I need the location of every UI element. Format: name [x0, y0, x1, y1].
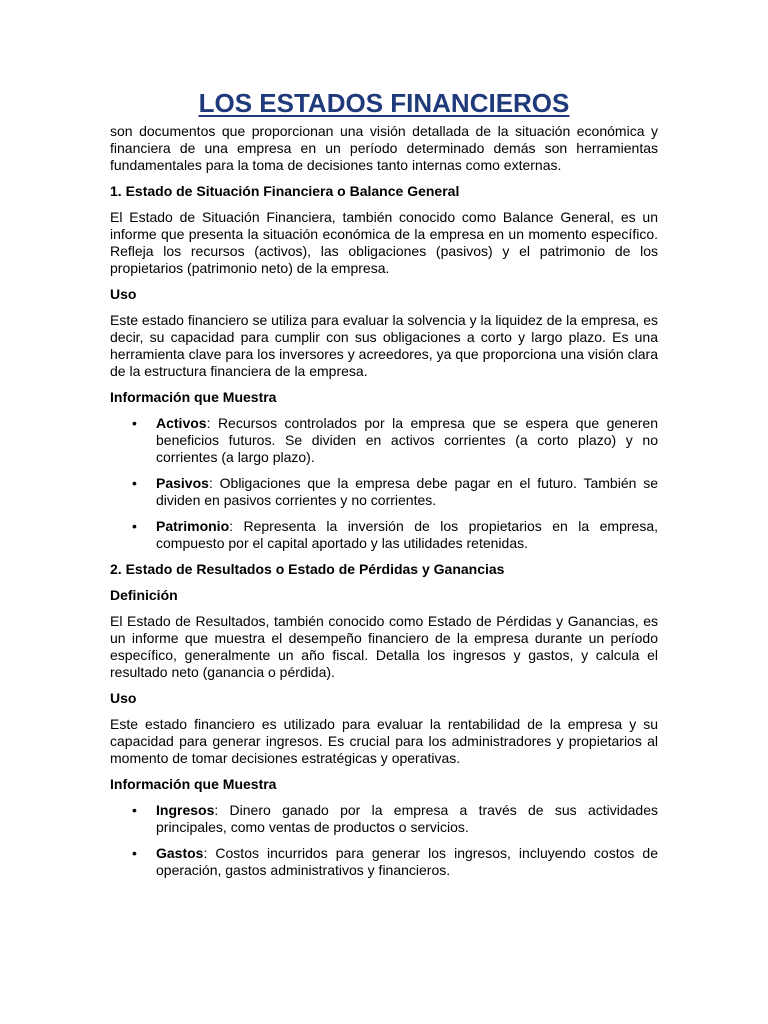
section2-heading: 2. Estado de Resultados o Estado de Pérdidas y Ganancias: [110, 561, 505, 577]
section2-uso-heading: Uso: [110, 690, 137, 706]
list-item-text: : Dinero ganado por la empresa a través de sus actividades principales, como ventas de productos o servicios.: [156, 802, 658, 835]
list-item-text: : Representa la inversión de los propietarios en la empresa, compuesto por el capital aportado y las utilidades retenidas.: [156, 518, 658, 551]
section2-bullet-list: [110, 802, 658, 879]
list-item-term: Ingresos: [156, 802, 215, 818]
section2-info-heading: Información que Muestra: [110, 776, 277, 792]
list-item: [110, 845, 658, 879]
bullet-icon: •: [132, 802, 137, 818]
document-title: LOS ESTADOS FINANCIEROS: [198, 88, 570, 118]
section1-info-heading: Información que Muestra: [110, 389, 277, 405]
section1-uso-paragraph: Este estado financiero se utiliza para evaluar la solvencia y la liquidez de la empresa, es decir, su capacidad para cumplir con sus obligaciones a corto y largo plazo. Es una herramienta clave para los inversores y acreedores, ya que proporciona una visión clara de la estructura financiera de la empresa.: [110, 312, 658, 379]
list-item: [110, 518, 658, 552]
section2-paragraph: El Estado de Resultados, también conocido como Estado de Pérdidas y Ganancias, es un informe que muestra el desempeño financiero de la empresa durante un período específico, generalmente un año fiscal. Detalla los ingresos y gastos, y calcula el resultado neto (ganancia o pérdida).: [110, 613, 658, 680]
list-item-term: Pasivos: [156, 475, 209, 491]
bullet-icon: •: [132, 475, 137, 491]
list-item-term: Activos: [156, 415, 207, 431]
list-item-term: Gastos: [156, 845, 204, 861]
list-item-text: : Costos incurridos para generar los ingresos, incluyendo costos de operación, gastos administrativos y financieros.: [156, 845, 658, 878]
bullet-icon: •: [132, 845, 137, 861]
list-item-text: : Recursos controlados por la empresa que se espera que generen beneficios futuros. Se dividen en activos corrientes (a corto plazo) y no corrientes (a largo plazo).: [156, 415, 658, 465]
section1-bullet-list: [110, 415, 658, 552]
section2-definition-heading: Definición: [110, 587, 178, 603]
list-item-text: : Obligaciones que la empresa debe pagar en el futuro. También se dividen en pasivos corrientes y no corrientes.: [156, 475, 658, 508]
list-item-term: Patrimonio: [156, 518, 230, 534]
intro-paragraph: son documentos que proporcionan una visión detallada de la situación económica y financiera de una empresa en un período determinado demás son herramientas fundamentales para la toma de decisiones tanto internas como externas.: [110, 123, 658, 173]
list-item: [110, 802, 658, 836]
section1-uso-heading: Uso: [110, 286, 137, 302]
list-item: [110, 415, 658, 466]
bullet-icon: •: [132, 415, 137, 431]
list-item: [110, 475, 658, 509]
document-content: [110, 88, 658, 879]
section2-uso-paragraph: Este estado financiero es utilizado para evaluar la rentabilidad de la empresa y su capacidad para generar ingresos. Es crucial para los administradores y propietarios al momento de tomar decisiones estratégicas y operativas.: [110, 716, 658, 766]
section1-paragraph: El Estado de Situación Financiera, también conocido como Balance General, es un informe que presenta la situación económica de la empresa en un momento específico. Refleja los recursos (activos), las obligaciones (pasivos) y el patrimonio de los propietarios (patrimonio neto) de la empresa.: [110, 209, 658, 276]
section1-heading: 1. Estado de Situación Financiera o Balance General: [110, 183, 460, 199]
bullet-icon: •: [132, 518, 137, 534]
